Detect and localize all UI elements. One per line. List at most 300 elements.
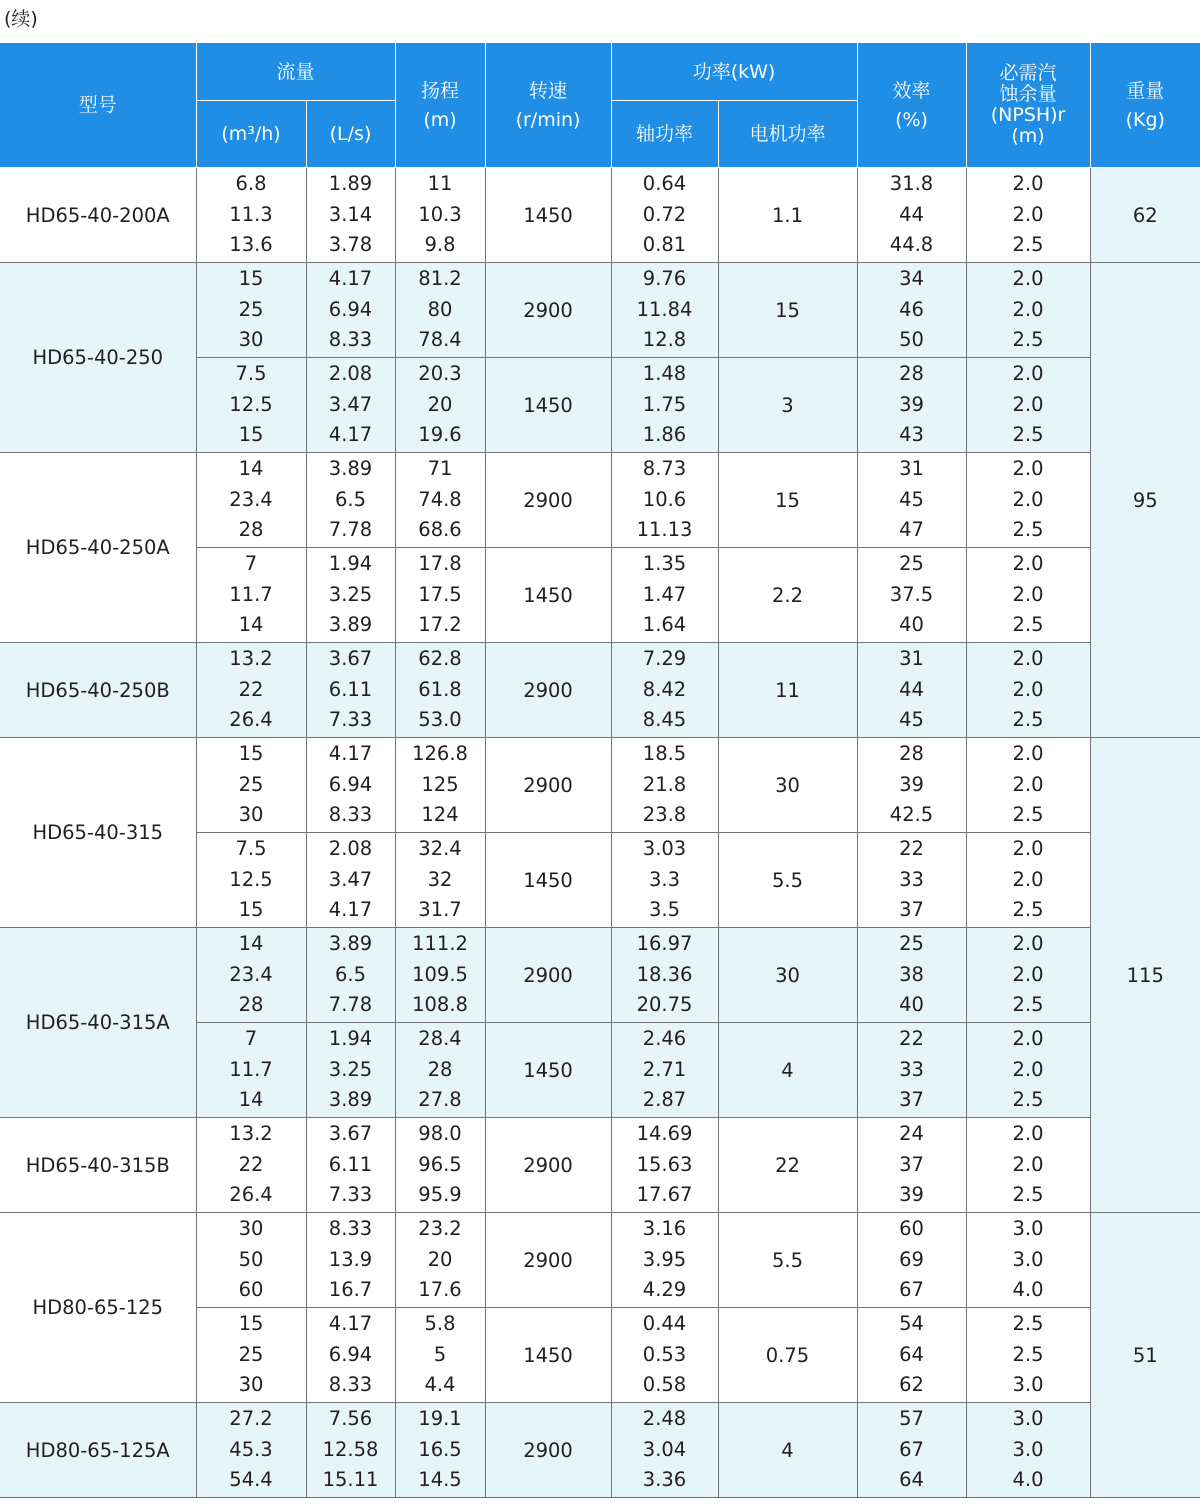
npsh-cell-value: 2.0 xyxy=(1012,1027,1044,1051)
head-cell-value: 11 xyxy=(427,172,453,196)
efficiency-cell-value: 44 xyxy=(899,202,924,226)
flow-m3h-cell-value: 11.7 xyxy=(229,1057,273,1081)
npsh-cell-value: 2.0 xyxy=(1012,172,1044,196)
flow-m3h-cell-value: 12.5 xyxy=(229,867,273,891)
flow-m3h-cell-value: 7.5 xyxy=(235,362,267,386)
flow-ls-cell xyxy=(306,738,395,833)
flow-ls-cell xyxy=(306,1213,395,1308)
flow-ls-cell-value: 8.33 xyxy=(328,1217,373,1241)
head-cell xyxy=(395,928,485,1023)
head-cell-value: 81.2 xyxy=(418,267,462,291)
npsh-cell-value: 2.5 xyxy=(1012,613,1044,637)
motor-power-cell: 5.5 xyxy=(718,1213,857,1308)
speed-cell: 2900 xyxy=(485,453,611,548)
table-caption: (续) xyxy=(4,8,38,30)
flow-m3h-cell-value: 30 xyxy=(238,1217,264,1241)
shaft-power-cell-value: 11.13 xyxy=(636,518,693,542)
flow-m3h-cell-value: 14 xyxy=(238,1088,264,1112)
model-cell: HD65-40-250 xyxy=(0,263,196,453)
head-cell-value: 32.4 xyxy=(418,837,462,861)
shaft-power-cell-value: 3.03 xyxy=(642,837,687,861)
efficiency-cell xyxy=(857,263,966,358)
motor-power-cell: 30 xyxy=(718,738,857,833)
efficiency-cell-value: 40 xyxy=(899,613,924,637)
head-cell-value: 17.6 xyxy=(418,1278,462,1302)
shaft-power-cell-value: 3.36 xyxy=(642,1468,687,1492)
flow-m3h-cell xyxy=(196,643,306,738)
npsh-cell-value: 2.0 xyxy=(1012,202,1044,226)
flow-m3h-cell-value: 12.5 xyxy=(229,392,273,416)
efficiency-cell xyxy=(857,738,966,833)
motor-power-cell: 30 xyxy=(718,928,857,1023)
head-cell-value: 5 xyxy=(433,1342,447,1366)
head-cell xyxy=(395,263,485,358)
npsh-cell-value: 2.5 xyxy=(1012,233,1044,257)
flow-m3h-cell-value: 6.8 xyxy=(235,172,267,196)
npsh-cell-value: 4.0 xyxy=(1012,1278,1044,1302)
speed-cell: 1450 xyxy=(485,1023,611,1118)
efficiency-cell-value: 37 xyxy=(899,1152,924,1176)
npsh-cell-value: 2.5 xyxy=(1012,518,1044,542)
header-efficiency-label: 效率 xyxy=(892,79,931,102)
speed-cell: 2900 xyxy=(485,928,611,1023)
flow-m3h-cell-value: 28 xyxy=(238,993,264,1017)
efficiency-cell xyxy=(857,1118,966,1213)
flow-m3h-cell-value: 13.2 xyxy=(229,1122,273,1146)
shaft-power-cell-value: 17.67 xyxy=(636,1183,693,1207)
npsh-cell-value: 2.5 xyxy=(1012,1088,1044,1112)
npsh-cell-value: 2.0 xyxy=(1012,1057,1044,1081)
header-speed-unit: (r/min) xyxy=(515,108,581,131)
efficiency-cell-value: 60 xyxy=(899,1217,924,1241)
npsh-cell-value: 3.0 xyxy=(1012,1437,1044,1461)
shaft-power-cell xyxy=(611,1118,718,1213)
efficiency-cell-value: 28 xyxy=(899,362,924,386)
npsh-cell-value: 2.0 xyxy=(1012,1152,1044,1176)
efficiency-cell xyxy=(857,1403,966,1498)
efficiency-cell-value: 50 xyxy=(899,328,924,352)
flow-ls-cell-value: 8.33 xyxy=(328,1373,373,1397)
flow-m3h-cell-value: 7 xyxy=(244,1027,258,1051)
npsh-cell-value: 2.5 xyxy=(1012,1183,1044,1207)
flow-ls-cell-value: 2.08 xyxy=(328,362,373,386)
table-row xyxy=(0,453,1200,548)
npsh-cell-value: 2.0 xyxy=(1012,647,1044,671)
flow-ls-cell xyxy=(306,1118,395,1213)
flow-m3h-cell xyxy=(196,1023,306,1118)
flow-m3h-cell-value: 45.3 xyxy=(229,1437,273,1461)
efficiency-cell-value: 44.8 xyxy=(889,233,934,257)
head-cell xyxy=(395,1213,485,1308)
header-npsh-line3: (NPSH)r xyxy=(990,104,1066,126)
motor-power-cell: 4 xyxy=(718,1023,857,1118)
flow-m3h-cell-value: 25 xyxy=(238,297,264,321)
shaft-power-cell xyxy=(611,263,718,358)
npsh-cell xyxy=(966,1213,1090,1308)
flow-ls-cell-value: 6.94 xyxy=(328,772,373,796)
flow-m3h-cell-value: 54.4 xyxy=(229,1468,273,1492)
head-cell-value: 17.2 xyxy=(418,613,462,637)
flow-m3h-cell-value: 13.6 xyxy=(229,233,273,257)
head-cell-value: 14.5 xyxy=(418,1468,462,1492)
flow-ls-cell xyxy=(306,1308,395,1403)
head-cell-value: 96.5 xyxy=(418,1152,462,1176)
flow-m3h-cell xyxy=(196,833,306,928)
head-cell xyxy=(395,168,485,263)
npsh-cell-value: 2.0 xyxy=(1012,742,1044,766)
head-cell xyxy=(395,1023,485,1118)
speed-cell: 1450 xyxy=(485,548,611,643)
efficiency-cell-value: 45 xyxy=(899,487,924,511)
flow-m3h-cell-value: 15 xyxy=(238,267,264,291)
flow-m3h-cell-value: 25 xyxy=(238,772,264,796)
head-cell-value: 98.0 xyxy=(418,1122,462,1146)
npsh-cell-value: 2.5 xyxy=(1012,1342,1044,1366)
flow-ls-cell-value: 16.7 xyxy=(328,1278,373,1302)
shaft-power-cell xyxy=(611,168,718,263)
head-cell xyxy=(395,1118,485,1213)
model-cell: HD65-40-315 xyxy=(0,738,196,928)
flow-ls-cell-value: 7.33 xyxy=(328,1183,373,1207)
flow-m3h-cell-value: 60 xyxy=(238,1278,264,1302)
npsh-cell-value: 2.0 xyxy=(1012,932,1044,956)
efficiency-cell-value: 47 xyxy=(899,518,924,542)
efficiency-cell xyxy=(857,643,966,738)
header-head xyxy=(395,43,485,168)
flow-ls-cell-value: 6.5 xyxy=(335,962,367,986)
shaft-power-cell-value: 0.64 xyxy=(642,172,687,196)
table-row xyxy=(0,1403,1200,1498)
motor-power-cell: 5.5 xyxy=(718,833,857,928)
flow-ls-cell-value: 4.17 xyxy=(328,898,373,922)
motor-power-cell: 1.1 xyxy=(718,168,857,263)
shaft-power-cell-value: 10.6 xyxy=(642,487,687,511)
shaft-power-cell-value: 8.42 xyxy=(642,677,687,701)
npsh-cell-value: 2.0 xyxy=(1012,772,1044,796)
header-speed xyxy=(485,43,611,168)
npsh-cell xyxy=(966,1023,1090,1118)
shaft-power-cell xyxy=(611,1403,718,1498)
npsh-cell xyxy=(966,1308,1090,1403)
head-cell-value: 74.8 xyxy=(418,487,462,511)
efficiency-cell-value: 28 xyxy=(899,742,924,766)
flow-m3h-cell-value: 26.4 xyxy=(229,708,273,732)
flow-ls-cell-value: 8.33 xyxy=(328,803,373,827)
efficiency-cell-value: 45 xyxy=(899,708,924,732)
speed-cell: 1450 xyxy=(485,358,611,453)
flow-ls-cell-value: 3.47 xyxy=(328,867,373,891)
flow-ls-cell-value: 7.78 xyxy=(328,518,373,542)
npsh-cell-value: 2.0 xyxy=(1012,582,1044,606)
efficiency-cell-value: 37 xyxy=(899,898,924,922)
efficiency-cell-value: 40 xyxy=(899,993,924,1017)
motor-power-cell: 0.75 xyxy=(718,1308,857,1403)
efficiency-cell-value: 69 xyxy=(899,1247,924,1271)
flow-m3h-cell xyxy=(196,1308,306,1403)
table-body xyxy=(0,168,1200,1498)
flow-ls-cell-value: 2.08 xyxy=(328,837,373,861)
head-cell-value: 20 xyxy=(427,392,453,416)
npsh-cell-value: 2.0 xyxy=(1012,677,1044,701)
model-cell: HD80-65-125 xyxy=(0,1213,196,1403)
efficiency-cell-value: 62 xyxy=(899,1373,924,1397)
efficiency-cell xyxy=(857,928,966,1023)
flow-ls-cell-value: 3.89 xyxy=(328,932,373,956)
head-cell-value: 31.7 xyxy=(418,898,462,922)
flow-m3h-cell xyxy=(196,358,306,453)
head-cell-value: 10.3 xyxy=(418,202,462,226)
header-head-unit: (m) xyxy=(423,108,457,131)
shaft-power-cell-value: 2.71 xyxy=(642,1057,687,1081)
efficiency-cell-value: 39 xyxy=(899,392,924,416)
head-cell xyxy=(395,643,485,738)
npsh-cell-value: 2.5 xyxy=(1012,328,1044,352)
head-cell-value: 68.6 xyxy=(418,518,462,542)
model-cell: HD65-40-315B xyxy=(0,1118,196,1213)
flow-ls-cell-value: 12.58 xyxy=(322,1437,379,1461)
npsh-cell xyxy=(966,1403,1090,1498)
flow-m3h-cell-value: 13.2 xyxy=(229,647,273,671)
npsh-cell-value: 3.0 xyxy=(1012,1407,1044,1431)
shaft-power-cell-value: 2.48 xyxy=(642,1407,687,1431)
flow-ls-cell xyxy=(306,453,395,548)
header-npsh xyxy=(966,43,1090,168)
npsh-cell-value: 3.0 xyxy=(1012,1247,1044,1271)
head-cell-value: 126.8 xyxy=(412,742,468,766)
table-row xyxy=(0,263,1200,358)
flow-m3h-cell-value: 7 xyxy=(244,552,258,576)
flow-ls-cell-value: 4.17 xyxy=(328,1312,373,1336)
efficiency-cell-value: 31 xyxy=(899,457,924,481)
flow-m3h-cell xyxy=(196,168,306,263)
header-weight-unit: (Kg) xyxy=(1125,108,1165,131)
shaft-power-cell-value: 9.76 xyxy=(642,267,687,291)
flow-m3h-cell-value: 14 xyxy=(238,613,264,637)
model-cell: HD65-40-250A xyxy=(0,453,196,643)
efficiency-cell-value: 22 xyxy=(899,1027,924,1051)
efficiency-cell-value: 54 xyxy=(899,1312,924,1336)
efficiency-cell-value: 22 xyxy=(899,837,924,861)
head-cell xyxy=(395,453,485,548)
speed-cell: 2900 xyxy=(485,643,611,738)
efficiency-cell-value: 64 xyxy=(899,1468,924,1492)
flow-m3h-cell xyxy=(196,1213,306,1308)
flow-m3h-cell-value: 27.2 xyxy=(229,1407,273,1431)
npsh-cell-value: 3.0 xyxy=(1012,1217,1044,1241)
npsh-cell-value: 2.5 xyxy=(1012,708,1044,732)
header-model: 型号 xyxy=(0,43,196,168)
npsh-cell xyxy=(966,168,1090,263)
shaft-power-cell-value: 1.64 xyxy=(642,613,687,637)
motor-power-cell: 3 xyxy=(718,358,857,453)
efficiency-cell-value: 67 xyxy=(899,1278,924,1302)
shaft-power-cell-value: 20.75 xyxy=(636,993,693,1017)
shaft-power-cell-value: 8.73 xyxy=(642,457,687,481)
efficiency-cell xyxy=(857,168,966,263)
shaft-power-cell-value: 0.44 xyxy=(642,1312,687,1336)
header-motor-power: 电机功率 xyxy=(718,101,857,168)
head-cell-value: 16.5 xyxy=(418,1437,462,1461)
flow-ls-cell-value: 6.94 xyxy=(328,1342,373,1366)
flow-ls-cell-value: 3.78 xyxy=(328,233,373,257)
weight-cell: 62 xyxy=(1090,168,1200,263)
flow-m3h-cell-value: 25 xyxy=(238,1342,264,1366)
header-head-label: 扬程 xyxy=(421,79,460,102)
flow-m3h-cell-value: 15 xyxy=(238,742,264,766)
efficiency-cell-value: 46 xyxy=(899,297,924,321)
head-cell-value: 124 xyxy=(421,803,459,827)
efficiency-cell-value: 25 xyxy=(899,552,924,576)
flow-ls-cell xyxy=(306,1403,395,1498)
shaft-power-cell-value: 1.75 xyxy=(642,392,687,416)
flow-ls-cell xyxy=(306,358,395,453)
table-row xyxy=(0,1118,1200,1213)
shaft-power-cell-value: 14.69 xyxy=(636,1122,693,1146)
efficiency-cell xyxy=(857,833,966,928)
flow-ls-cell-value: 3.67 xyxy=(328,647,373,671)
flow-m3h-cell-value: 14 xyxy=(238,932,264,956)
speed-cell: 2900 xyxy=(485,1403,611,1498)
header-speed-label: 转速 xyxy=(529,79,568,102)
npsh-cell-value: 2.0 xyxy=(1012,962,1044,986)
flow-m3h-cell xyxy=(196,263,306,358)
header-power: 功率(kW) xyxy=(611,43,857,101)
flow-m3h-cell-value: 28 xyxy=(238,518,264,542)
npsh-cell-value: 3.0 xyxy=(1012,1373,1044,1397)
head-cell xyxy=(395,738,485,833)
flow-ls-cell-value: 7.78 xyxy=(328,993,373,1017)
table-row xyxy=(0,168,1200,263)
efficiency-cell-value: 43 xyxy=(899,423,924,447)
head-cell-value: 108.8 xyxy=(412,993,468,1017)
shaft-power-cell xyxy=(611,1308,718,1403)
flow-m3h-cell-value: 23.4 xyxy=(229,962,273,986)
flow-ls-cell xyxy=(306,928,395,1023)
head-cell-value: 61.8 xyxy=(418,677,462,701)
efficiency-cell-value: 33 xyxy=(899,867,924,891)
head-cell-value: 78.4 xyxy=(418,328,462,352)
header-shaft-power: 轴功率 xyxy=(611,101,718,168)
head-cell-value: 53.0 xyxy=(418,708,462,732)
motor-power-cell: 15 xyxy=(718,263,857,358)
efficiency-cell xyxy=(857,358,966,453)
shaft-power-cell-value: 2.87 xyxy=(642,1088,687,1112)
flow-ls-cell-value: 3.89 xyxy=(328,613,373,637)
head-cell-value: 95.9 xyxy=(418,1183,462,1207)
head-cell-value: 9.8 xyxy=(424,233,456,257)
table-row xyxy=(0,738,1200,833)
shaft-power-cell xyxy=(611,738,718,833)
head-cell-value: 19.1 xyxy=(418,1407,462,1431)
header-flow-m3h: (m³/h) xyxy=(196,101,306,168)
head-cell xyxy=(395,358,485,453)
flow-ls-cell-value: 3.47 xyxy=(328,392,373,416)
shaft-power-cell-value: 15.63 xyxy=(636,1152,693,1176)
speed-cell: 2900 xyxy=(485,1118,611,1213)
flow-ls-cell-value: 3.25 xyxy=(328,1057,373,1081)
npsh-cell-value: 2.0 xyxy=(1012,297,1044,321)
flow-ls-cell-value: 4.17 xyxy=(328,267,373,291)
header-weight-label: 重量 xyxy=(1126,79,1165,102)
shaft-power-cell-value: 4.29 xyxy=(642,1278,687,1302)
model-cell: HD65-40-315A xyxy=(0,928,196,1118)
npsh-cell-value: 2.0 xyxy=(1012,267,1044,291)
shaft-power-cell xyxy=(611,1213,718,1308)
flow-ls-cell-value: 3.25 xyxy=(328,582,373,606)
shaft-power-cell-value: 3.5 xyxy=(649,898,681,922)
shaft-power-cell-value: 1.86 xyxy=(642,423,687,447)
npsh-cell xyxy=(966,833,1090,928)
efficiency-cell xyxy=(857,1308,966,1403)
flow-ls-cell-value: 1.89 xyxy=(328,172,373,196)
flow-m3h-cell-value: 22 xyxy=(238,677,264,701)
efficiency-cell-value: 31 xyxy=(899,647,924,671)
flow-ls-cell xyxy=(306,1023,395,1118)
flow-ls-cell-value: 3.89 xyxy=(328,457,373,481)
shaft-power-cell-value: 0.81 xyxy=(642,233,687,257)
efficiency-cell-value: 57 xyxy=(899,1407,924,1431)
flow-ls-cell-value: 3.89 xyxy=(328,1088,373,1112)
shaft-power-cell-value: 12.8 xyxy=(642,328,687,352)
efficiency-cell-value: 37 xyxy=(899,1088,924,1112)
motor-power-cell: 4 xyxy=(718,1403,857,1498)
header-flow-ls: (L/s) xyxy=(306,101,395,168)
model-cell: HD65-40-200A xyxy=(0,168,196,263)
shaft-power-cell-value: 16.97 xyxy=(636,932,693,956)
head-cell-value: 4.4 xyxy=(424,1373,456,1397)
head-cell-value: 28.4 xyxy=(418,1027,462,1051)
shaft-power-cell xyxy=(611,358,718,453)
pump-spec-table xyxy=(0,43,1200,1498)
head-cell-value: 20 xyxy=(427,1247,453,1271)
npsh-cell-value: 2.5 xyxy=(1012,423,1044,447)
head-cell xyxy=(395,1403,485,1498)
head-cell-value: 71 xyxy=(427,457,453,481)
flow-m3h-cell-value: 30 xyxy=(238,803,264,827)
npsh-cell-value: 2.0 xyxy=(1012,392,1044,416)
efficiency-cell-value: 39 xyxy=(899,772,924,796)
npsh-cell-value: 2.5 xyxy=(1012,1312,1044,1336)
head-cell-value: 23.2 xyxy=(418,1217,462,1241)
speed-cell: 1450 xyxy=(485,1308,611,1403)
efficiency-cell xyxy=(857,1023,966,1118)
head-cell-value: 80 xyxy=(427,297,453,321)
npsh-cell xyxy=(966,928,1090,1023)
flow-ls-cell xyxy=(306,168,395,263)
npsh-cell-value: 2.0 xyxy=(1012,1122,1044,1146)
efficiency-cell-value: 37.5 xyxy=(889,582,934,606)
motor-power-cell: 2.2 xyxy=(718,548,857,643)
efficiency-cell-value: 67 xyxy=(899,1437,924,1461)
shaft-power-cell-value: 8.45 xyxy=(642,708,687,732)
flow-ls-cell xyxy=(306,833,395,928)
flow-ls-cell-value: 6.5 xyxy=(335,487,367,511)
shaft-power-cell xyxy=(611,548,718,643)
header-npsh-line1: 必需汽 xyxy=(999,62,1057,84)
npsh-cell xyxy=(966,738,1090,833)
weight-cell: 95 xyxy=(1090,263,1200,738)
flow-m3h-cell-value: 7.5 xyxy=(235,837,267,861)
npsh-cell-value: 2.0 xyxy=(1012,867,1044,891)
efficiency-cell-value: 34 xyxy=(899,267,924,291)
flow-m3h-cell xyxy=(196,453,306,548)
shaft-power-cell xyxy=(611,643,718,738)
head-cell-value: 111.2 xyxy=(412,932,468,956)
efficiency-cell-value: 39 xyxy=(899,1183,924,1207)
shaft-power-cell-value: 1.47 xyxy=(642,582,687,606)
head-cell-value: 27.8 xyxy=(418,1088,462,1112)
npsh-cell xyxy=(966,643,1090,738)
